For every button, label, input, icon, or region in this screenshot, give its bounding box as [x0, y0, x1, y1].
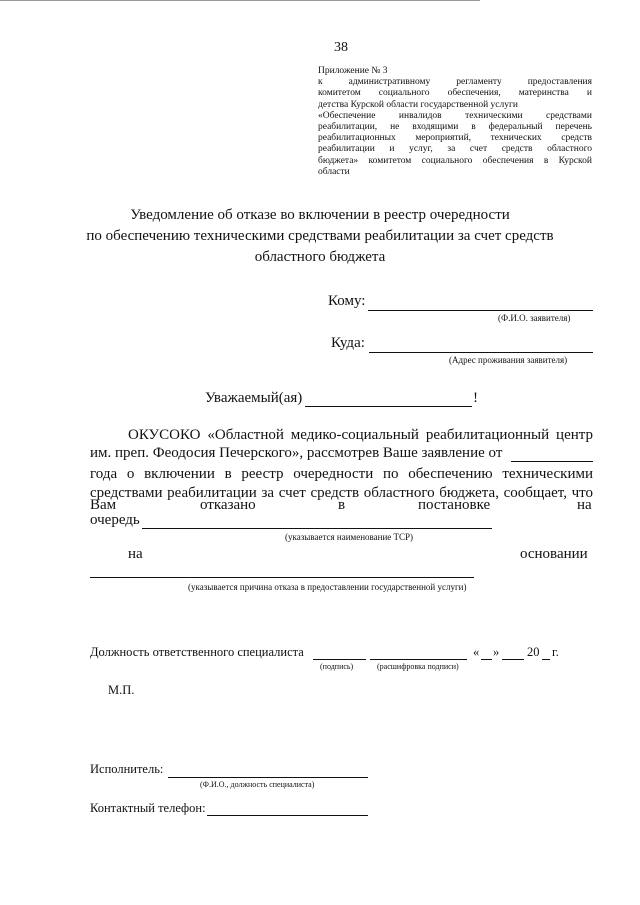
- where-label: Куда:: [331, 335, 365, 351]
- to-label: Кому:: [328, 293, 366, 309]
- refusal-reason-line[interactable]: [90, 577, 474, 578]
- year-prefix: 20: [527, 645, 540, 659]
- position-label: Должность ответственного специалиста: [90, 645, 304, 659]
- year-line[interactable]: [542, 659, 550, 660]
- where-hint: (Адрес проживания заявителя): [449, 355, 568, 365]
- to-field-line[interactable]: [368, 310, 593, 311]
- body-word: на: [577, 497, 592, 513]
- title-line: Уведомление об отказе во включении в реестр очередности: [130, 207, 510, 223]
- title-line: по обеспечению техническими средствами реабилитации за счет средств: [86, 228, 554, 244]
- greeting-exclamation: !: [473, 390, 478, 406]
- body-line-4: средствами реабилитации за счет средств областного бюджета, сообщает, что: [90, 485, 593, 501]
- appendix-line: к административному регламенту предоставления: [318, 77, 592, 88]
- title-line: областного бюджета: [254, 249, 386, 265]
- sign-hint: (подпись): [320, 662, 354, 671]
- body-word: Вам: [90, 497, 117, 513]
- day-line[interactable]: [481, 659, 492, 660]
- body-line-6: очередь: [90, 512, 140, 528]
- body-basis: основании: [520, 546, 588, 562]
- greeting-name-line[interactable]: [305, 406, 472, 407]
- where-field-line[interactable]: [369, 352, 593, 353]
- greeting-label: Уважаемый(ая): [205, 390, 303, 406]
- application-date-line[interactable]: [511, 461, 593, 462]
- appendix-line: «Обеспечение инвалидов техническими средствами: [318, 110, 592, 121]
- body-word: в: [338, 497, 346, 513]
- body-line-1: ОКУСОКО «Областной медико-социальный реабилитационный центр: [128, 427, 593, 443]
- body-word: постановке: [418, 497, 491, 513]
- executor-hint: (Ф.И.О., должность специалиста): [200, 780, 315, 789]
- executor-label: Исполнитель:: [90, 762, 164, 776]
- decode-hint: (расшифровка подписи): [377, 662, 459, 671]
- appendix-line: Приложение № 3: [318, 66, 388, 76]
- phone-line[interactable]: [207, 815, 368, 816]
- tsr-name-line[interactable]: [142, 528, 492, 529]
- appendix-note: [318, 66, 592, 178]
- appendix-line: комитетом социального обеспечения, материнства и: [318, 88, 592, 99]
- appendix-line: области: [318, 166, 350, 177]
- reason-hint: (указывается причина отказа в предоставлении государственной услуги): [188, 582, 467, 592]
- tsr-hint: (указывается наименование ТСР): [285, 532, 414, 542]
- appendix-line: реабилитационных мероприятий, технических средств: [318, 133, 592, 144]
- signature-decode-line[interactable]: [370, 659, 467, 660]
- date-open-quote: «: [473, 645, 480, 659]
- stamp-placeholder: М.П.: [108, 683, 135, 697]
- appendix-line: реабилитации и услуг, за счет средств областного: [318, 144, 592, 155]
- document-title: [60, 205, 580, 268]
- page-number: 38: [334, 40, 348, 55]
- body-line-2: им. преп. Феодосия Печерского», рассмотрев Ваше заявление от: [90, 445, 503, 461]
- appendix-line: детства Курской области государственной услуги: [318, 99, 518, 110]
- date-close-quote: »: [493, 645, 500, 659]
- month-line[interactable]: [502, 659, 524, 660]
- signature-line[interactable]: [313, 659, 366, 660]
- top-border-line: [0, 0, 480, 1]
- to-hint: (Ф.И.О. заявителя): [498, 313, 571, 323]
- phone-label: Контактный телефон:: [90, 801, 206, 815]
- executor-line[interactable]: [168, 777, 368, 778]
- year-suffix: г.: [552, 645, 559, 659]
- body-word: отказано: [200, 497, 256, 513]
- body-line-3: года о включении в реестр очередности по обеспечению техническими: [90, 466, 593, 482]
- body-on: на: [128, 546, 143, 562]
- appendix-line: реабилитации, не входящими в федеральный перечень: [318, 122, 592, 133]
- appendix-line: бюджета» комитетом социального обеспечения в Курской: [318, 155, 592, 166]
